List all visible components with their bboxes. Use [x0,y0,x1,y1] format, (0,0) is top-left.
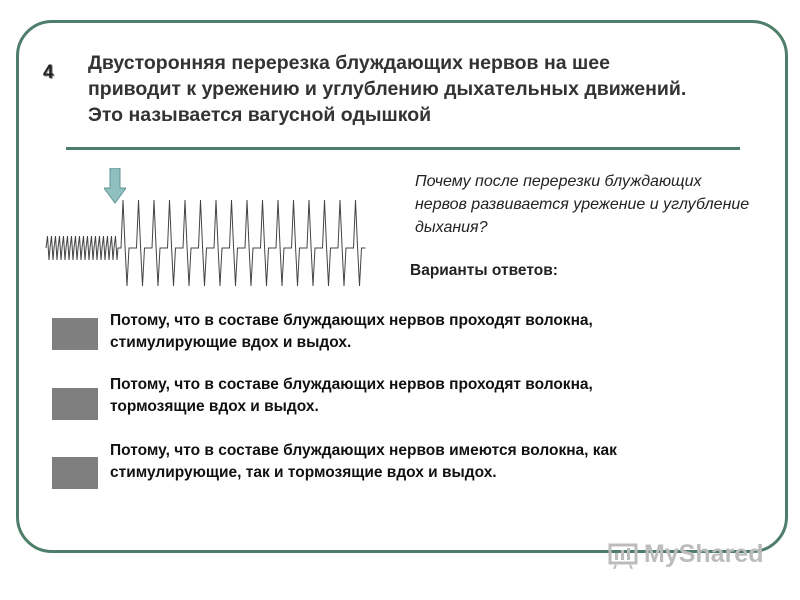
answer-option-3-text: Потому, что в составе блуждающих нервов имеются волокна, как стимулирующие, так и тормозящие вдох и выдох. [110,442,617,481]
pneumogram-trace [44,188,374,293]
title-divider [66,147,740,150]
answer-option-2-text: Потому, что в составе блуждающих нервов проходят волокна, тормозящие вдох и выдох. [110,376,593,415]
answer-option-3-checkbox[interactable] [52,457,98,489]
answer-option-2-checkbox[interactable] [52,388,98,420]
myshared-logo-icon [608,539,638,569]
answer-option-1-checkbox[interactable] [52,318,98,350]
answer-option-1-text: Потому, что в составе блуждающих нервов проходят волокна, стимулирующие вдох и выдох. [110,312,593,351]
answers-heading: Варианты ответов: [410,262,558,279]
watermark-brand: MyShared [644,539,764,568]
question-text: Почему после перерезки блуждающих нервов развивается урежение и углубление дыхания? [415,173,750,236]
breathing-curve [46,200,366,286]
slide-number: 4 [43,62,54,83]
myshared-watermark [608,536,763,572]
slide-title: Двусторонняя перерезка блуждающих нервов на шее приводит к урежению и углублению дыхательных движений. Это называется вагусной одышкой [88,52,687,126]
